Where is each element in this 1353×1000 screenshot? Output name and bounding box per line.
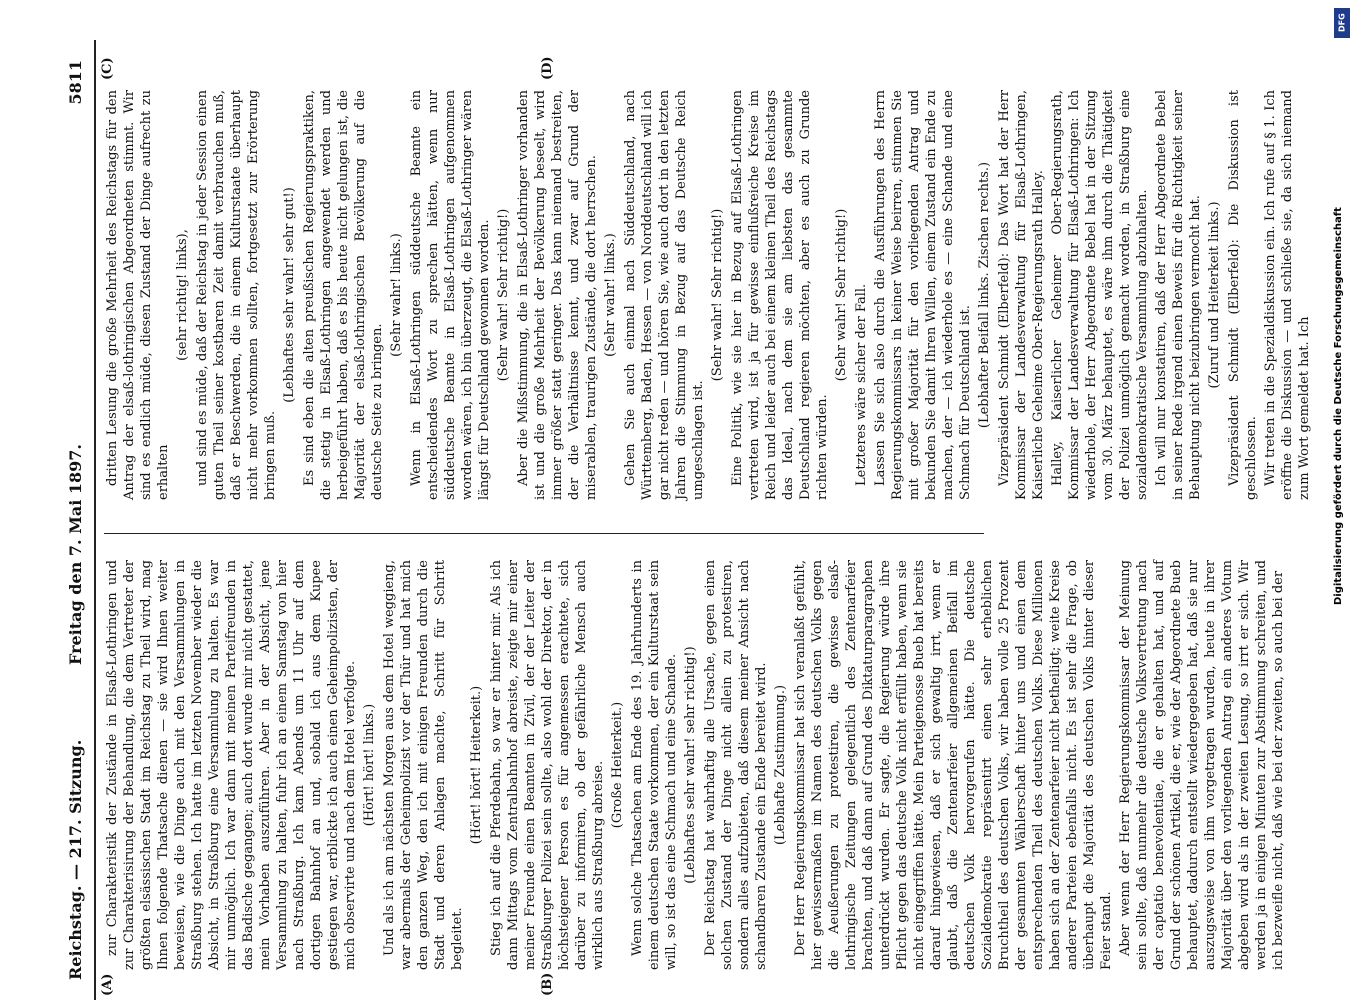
page-header	[60, 40, 96, 1000]
interjection: (Lebhafte Zustimmung.)	[773, 684, 788, 846]
header-session: Reichstag. — 217. Sitzung.	[66, 739, 85, 980]
interjection: (Sehr wahr! Sehr richtig!)	[834, 208, 849, 382]
paragraph: Halley, Kaiserlicher Geheimer Ober-Regierungsrath, Kommissar der Landesverwaltung für Elsaß-Lothringen: Ich wiederhole, der Herr Abgeordnete Bebel hat in der Sitzung vom 30. März behauptet, es wäre ihm durch die Thätigkeit der Polizei unmöglich gemacht worden, in Straßburg eine sozialdemokratische Versammlung abzuhalten.	[1050, 90, 1150, 500]
margin-marker-a: (A)	[100, 973, 115, 996]
paragraph: Und als ich am nächsten Morgen aus dem Hotel weggieng, war abermals der Geheimpolizist vor der Thür und hat mich den ganzen Weg, den ich mit einigen Freunden durch die Stadt und deren Anlagen machte, Schritt für Schritt begleitet.	[382, 560, 465, 970]
left-text-column	[104, 560, 1286, 970]
interjection: (Zuruf und Heiterkeit links.)	[1207, 201, 1222, 389]
paragraph: Lassen Sie sich also durch die Ausführungen des Herrn Regierungskommissars in keiner Weise beirren, stimmen Sie mit großer Majorität für den vorliegenden Antrag und bekunden Sie damit Ihren Willen, einem Zustand ein Ende zu machen, der — ich wiederhole es — eine Schande und eine Schmach für Deutschland ist.	[873, 90, 973, 500]
paragraph: dritten Lesung die große Mehrheit des Reichstags für den Antrag der elsaß-lothringischen Abgeordneten stimmt. Wir sind es endlich müde, diesen Zustand der Dinge aufrecht zu erhalten	[105, 90, 171, 500]
paragraph: Ich will nur konstatiren, daß der Herr Abgeordnete Bebel in seiner Rede irgend einen Beweis für die Richtigkeit seiner Behauptung nicht beizubringen vermocht hat.	[1154, 90, 1203, 500]
paragraph: Der Reichstag hat wahrhaftig alle Ursache, gegen einen solchen Zustand der Dinge nicht allein zu protestiren, sondern alles aufzubieten, daß diesem meiner Ansicht nach schandbaren Zustande ein Ende bereitet wird.	[703, 560, 769, 970]
interjection: (Sehr wahr! Sehr richtig!)	[710, 208, 725, 382]
interjection: (Hört! hört! links.)	[362, 703, 377, 827]
paragraph: Gehen Sie auch einmal nach Süddeutschland, nach Württemberg, Baden, Hessen — von Norddeutschland will ich gar nicht reden — und hören Sie, wie auch dort in den letzten Jahren die Stimmung in Bezug auf das Deutsche Reich umgeschlagen ist.	[623, 90, 706, 500]
paragraph: zur Charakteristik der Zustände in Elsaß-Lothringen und zur Charakterisirung der Behandlung, die dem Vertreter der größten elsässischen Stadt im Reichstag zu Theil wird, mag Ihnen folgende Thatsache dienen — sie wird Ihnen weiter beweisen, wie die Dinge auch mit den Versammlungen in Straßburg stehen. Ich hatte im letzten November wieder die Absicht, in Straßburg eine Versammlung zu halten. Es war mir unmöglich. Ich war dann mit meinen Parteifreunden in das Badische gegangen; auch dort wurde mir nicht gestattet, mein Vorhaben auszuführen. Aber in der Absicht, jene Versammlung zu halten, fuhr ich an einem Samstag von hier nach Straßburg. Ich kam Abends um 11 Uhr auf dem dortigen Bahnhof an und, sobald ich aus dem Kupee gestiegen war, erblickte ich auch einen Geheimpolizisten, der mich observirte und nach dem Hotel verfolgte.	[105, 560, 358, 970]
paragraph: und sind es müde, daß der Reichstag in jeder Session einen guten Theil seiner kostbaren Zeit damit verbrauchen muß, daß er Beschwerden, die in einem Kulturstaate überhaupt nicht mehr vorkommen sollten, fortgesetzt zur Erörterung bringen muß.	[195, 90, 278, 500]
rotated-page	[60, 40, 1350, 1000]
column-divider	[104, 533, 984, 534]
digitization-credit-text: Digitalisierung gefördert durch die Deutsche Forschungsgemeinschaft	[1333, 207, 1344, 605]
margin-marker-b: (B)	[540, 972, 555, 996]
interjection: (Sehr wahr! links.)	[389, 233, 404, 357]
interjection: (Große Heiterkeit.)	[610, 701, 625, 829]
interjection: (Lebhaftes sehr wahr! sehr richtig!)	[683, 646, 698, 884]
right-text-column	[104, 90, 1312, 500]
margin-marker-d: (D)	[540, 56, 555, 80]
interjection: (sehr richtig! links),	[175, 229, 190, 361]
paragraph: Es sind eben die alten preußischen Regierungspraktiken, die stetig in Elsaß-Lothringen angewendet werden und herbeigeführt haben, daß es bis heute nicht gelungen ist, die Majorität der elsaß-lothringischen Bevölkerung auf die deutsche Seite zu bringen.	[302, 90, 385, 500]
interjection: (Lebhafter Beifall links. Zischen rechts.)	[977, 161, 992, 429]
paragraph: Letzteres wäre sicher der Fall.	[854, 283, 869, 486]
interjection: (Hört! hört! Heiterkeit.)	[469, 685, 484, 845]
dfg-logo: DFG	[1334, 8, 1350, 38]
paragraph: Aber wenn der Herr Regierungskommissar der Meinung sein sollte, daß nunmehr die deutsche Volksvertretung nach der captatio benevolentiae, die er gehalten hat, und auf Grund der schönen Artikel, die er, wie der Abgeordnete Bueb behauptet, dadurch entstellt wiedergegeben hat, daß sie nur auszugsweise von ihm vorgetragen wurden, heute in ihrer Majorität über den vorliegenden Antrag ein anderes Votum abgeben wird als in der zweiten Lesung, so irrt er sich. Wir werden ja in einigen Minuten zur Abstimmung schreiten, und ich bezweifle nicht, daß wie bei der zweiten, so auch bei der	[1118, 560, 1286, 970]
paragraph: Wenn in Elsaß-Lothringen süddeutsche Beamte ein entscheidendes Wort zu sprechen hätten, wenn nur süddeutsche Beamte in Elsaß-Lothringen aufgenommen worden wären, ich bin überzeugt, die Elsaß-Lothringer wären längst für Deutschland gewonnen worden.	[409, 90, 492, 500]
paragraph: Der Herr Regierungskommissar hat sich veranlaßt gefühlt, hier gewissermaßen im Namen des deutschen Volks gegen die Aeußerungen zu protestiren, die gewisse elsaß-lothringische Zeitungen gelegentlich des Zentenarfeier brachten, und daß dann auf Grund des Diktaturparagraphen unterdrückt wurden. Er sagte, die Regierung würde ihre Pflicht gegen das deutsche Volk nicht erfüllt haben, wenn sie nicht eingegriffen hätte. Mein Parteigenosse Bueb hat bereits darauf hingewiesen, daß er sich gewaltig irrt, wenn er glaubt, daß die Zentenarfeier allgemeinen Beifall im deutschen Volk hervorgerufen hätte. Die deutsche Sozialdemokratie repräsentirt einen sehr erheblichen Bruchtheil des deutschen Volks, wir haben volle 25 Prozent der gesammten Wählerschaft hinter uns und einen dem entsprechenden Theil des deutschen Volks. Diese Millionen haben sich an der Zentenarfeier nicht betheiligt; weite Kreise anderer Parteien ebenfalls nicht. Es ist sehr die Frage, ob überhaupt die Majorität des deutschen Volks hinter dieser Feier stand.	[793, 560, 1114, 970]
paragraph: Vizepräsident Schmidt (Elberfeld): Das Wort hat der Herr Kommissar der Landesverwaltung für Elsaß-Lothringen, Kaiserliche Geheime Ober-Regierungsrath Halley.	[997, 90, 1046, 500]
interjection: (Sehr wahr! links.)	[603, 233, 618, 357]
paragraph: Wenn solche Thatsachen am Ende des 19. Jahrhunderts in einem deutschen Staate vorkommen, der ein Kulturstaat sein will, so ist das eine Schmach und eine Schande.	[630, 560, 679, 970]
paragraph: Stieg ich auf die Pferdebahn, so war er hinter mir. Als ich dann Mittags vom Zentralbahnhof abreiste, zeigte mir einer meiner Freunde einen Beamten in Zivil, der der Leiter der Straßburger Polizei sein sollte, also wohl der Direktor, der in höchsteigener Person es für angemessen erachtete, sich darüber zu informiren, ob der gefährliche Mensch auch wirklich aus Straßburg abreise.	[489, 560, 606, 970]
paragraph: Vizepräsident Schmidt (Elberfeld): Die Diskussion ist geschlossen.	[1227, 90, 1259, 500]
interjection: (Sehr wahr! Sehr richtig!)	[496, 208, 511, 382]
interjection: (Lebhaftes sehr wahr! sehr gut!)	[282, 187, 297, 403]
margin-marker-c: (C)	[100, 57, 115, 80]
page-number: 5811	[66, 60, 85, 105]
paragraph: Wir treten in die Spezialdiskussion ein. Ich rufe auf § 1. Ich eröffne die Diskussion — und schließe sie, da sich niemand zum Wort gemeldet hat. Ich	[1263, 90, 1312, 500]
paragraph: Eine Politik, wie sie hier in Bezug auf Elsaß-Lothringen vertreten wird, ist ja für gewisse einflußreiche Kreise im Reich und leider auch bei einem kleinen Theil des Reichstags das Ideal, nach dem sie am liebsten das gesammte Deutschland regieren möchten, aber es auch zu Grunde richten würden.	[730, 90, 830, 500]
paragraph: Aber die Mißstimmung, die in Elsaß-Lothringer vorhanden ist und die große Mehrheit der Bevölkerung beseelt, wird immer größer statt geringer. Das kann niemand bestreiten, der die Verhältnisse kennt, und zwar auf Grund der miserablen, traurigen Zustände, die dort herrschen.	[516, 90, 599, 500]
header-date: Freitag den 7. Mai 1897.	[66, 444, 85, 665]
